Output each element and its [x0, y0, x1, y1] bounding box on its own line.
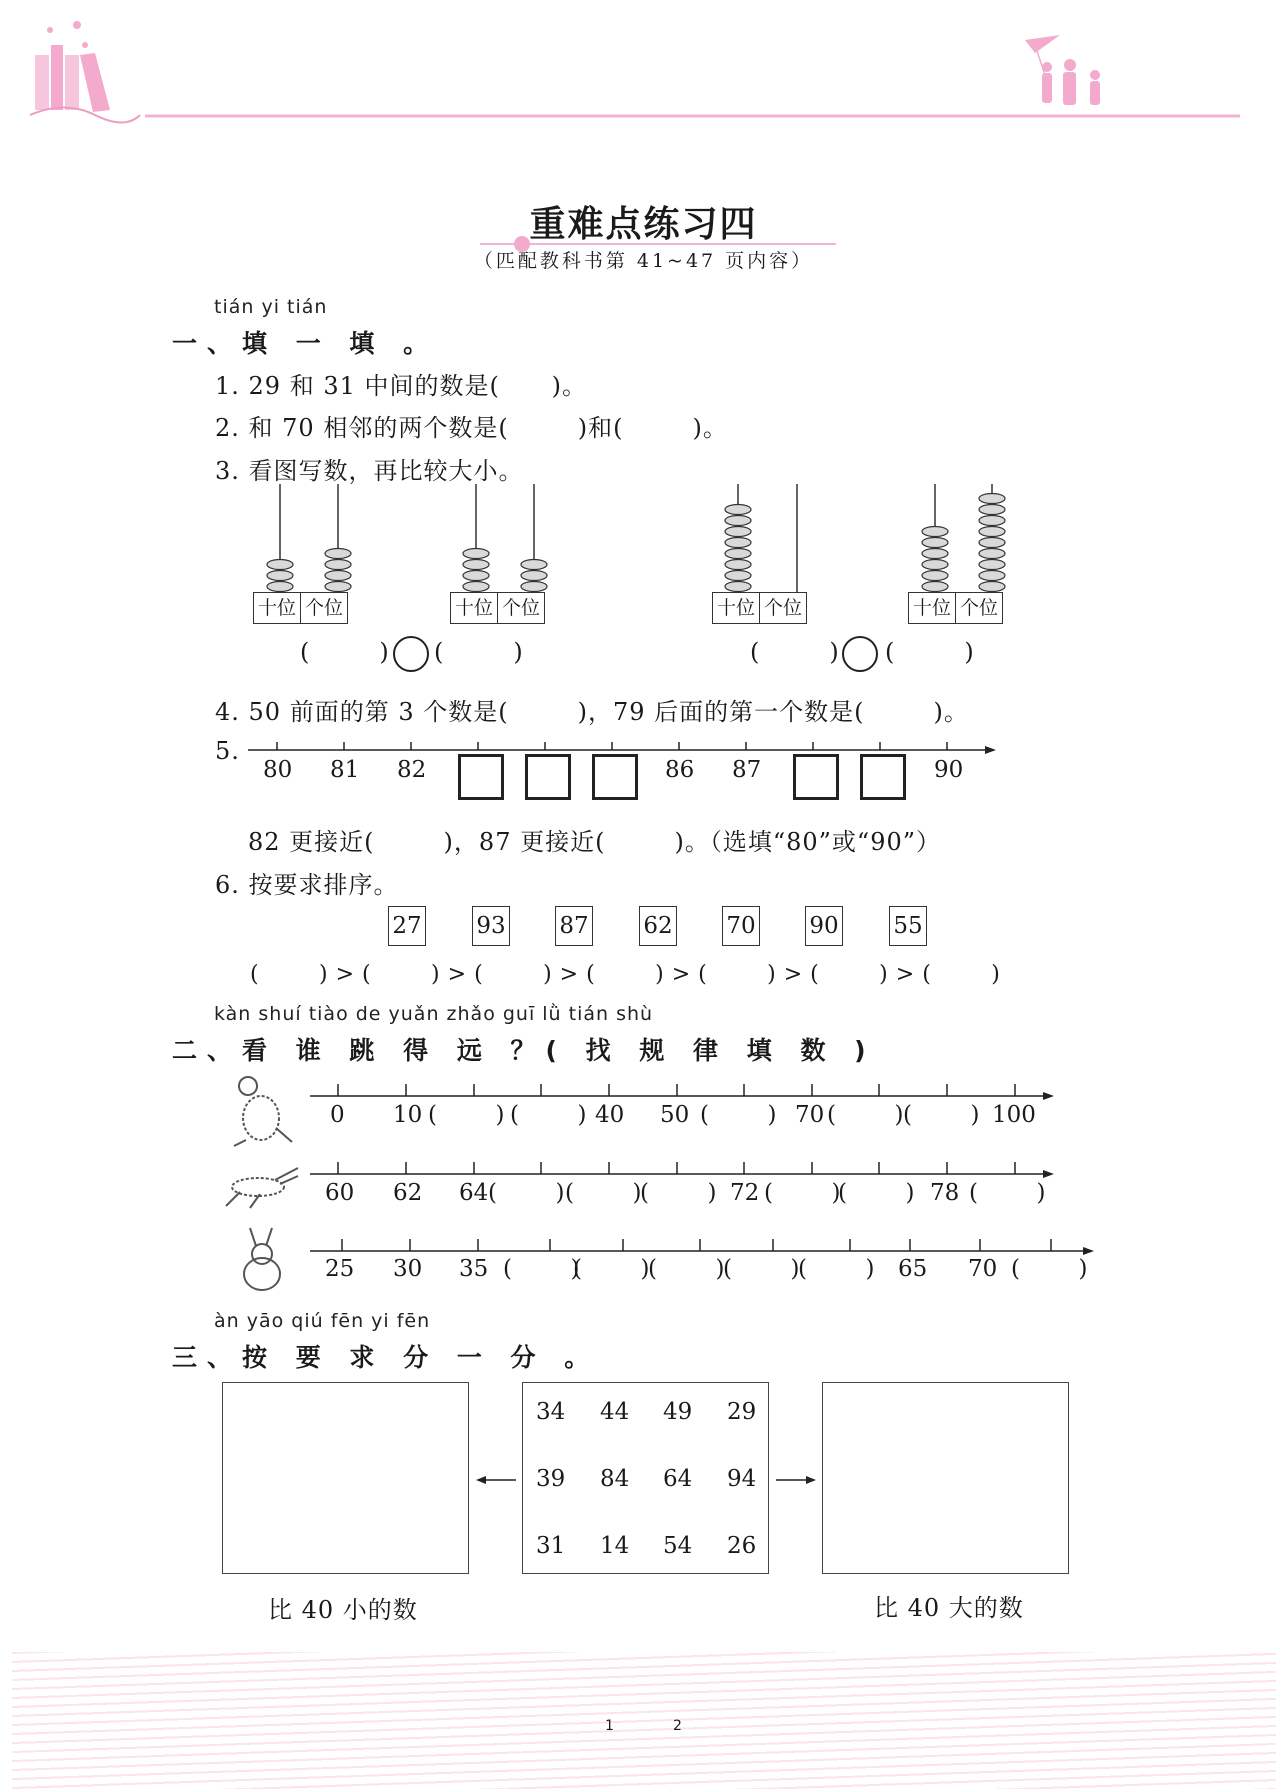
- q6-number-tile: 87: [555, 906, 593, 946]
- abacus-bead: [979, 560, 1005, 570]
- abacus-bead: [521, 571, 547, 581]
- books-icon: [30, 21, 140, 123]
- abacus-bead: [725, 560, 751, 570]
- number-grid: [522, 1382, 769, 1574]
- jump2-blank[interactable]: ( ): [969, 1180, 1046, 1206]
- jump2-blank[interactable]: ( ): [838, 1180, 915, 1206]
- q5-answer-box[interactable]: [793, 754, 839, 800]
- grid-cell: 44: [600, 1399, 630, 1425]
- page-subtitle: （匹配教科书第 41~47 页内容）: [473, 250, 814, 272]
- abacus-bead: [325, 582, 351, 592]
- question-4: 4. 50 前面的第 3 个数是( )，79 后面的第一个数是( )。: [215, 698, 969, 726]
- page-number-right: 2: [673, 1718, 682, 1734]
- abacus-bead: [979, 527, 1005, 537]
- grid-cell: 64: [663, 1466, 693, 1492]
- abacus-bead: [922, 571, 948, 581]
- compare-blank-4[interactable]: ( ): [885, 638, 975, 666]
- grid-cell: 26: [727, 1533, 757, 1559]
- jump3-blank[interactable]: ( ): [723, 1256, 800, 1282]
- jump1-value: 40: [595, 1102, 625, 1128]
- section1-pinyin: tián yi tián: [214, 296, 328, 318]
- q6-ordering-chain[interactable]: ( ) > ( ) > ( ) > ( ) > ( ) > ( ) > ( ): [250, 962, 1001, 987]
- question-5-label: 5.: [215, 737, 240, 765]
- abacus-bead: [725, 516, 751, 526]
- q5-num-86: 86: [665, 757, 695, 783]
- q5-answer-box[interactable]: [592, 754, 638, 800]
- jump1-value: 100: [992, 1102, 1036, 1128]
- compare-blank-1[interactable]: ( ): [300, 638, 390, 666]
- abacus-label-4: 十位 个位: [908, 592, 1003, 624]
- abacus-bead: [979, 549, 1005, 559]
- q6-number-tile: 90: [805, 906, 843, 946]
- question-1: 1. 29 和 31 中间的数是( )。: [215, 372, 587, 400]
- jump3-value: 25: [325, 1256, 355, 1282]
- abacus-bead: [979, 494, 1005, 504]
- q6-number-tile: 55: [889, 906, 927, 946]
- jump1-value: 0: [330, 1102, 345, 1128]
- abacus-bead: [725, 505, 751, 515]
- jump2-value: 60: [325, 1180, 355, 1206]
- grasshopper-icon: [220, 1162, 300, 1212]
- jump3-value: 70: [968, 1256, 998, 1282]
- section1-heading: 一、填 一 填 。: [172, 329, 439, 358]
- compare-circle-1[interactable]: [391, 634, 431, 674]
- abacus-bead: [325, 560, 351, 570]
- abacus-bead: [725, 549, 751, 559]
- jump2-blank[interactable]: ( ): [488, 1180, 565, 1206]
- compare-blank-2[interactable]: ( ): [434, 638, 524, 666]
- jump3-blank[interactable]: ( ): [1011, 1256, 1088, 1282]
- abacus-bead: [521, 582, 547, 592]
- jump1-blank[interactable]: ( ): [827, 1102, 904, 1128]
- rabbit-icon: [228, 1226, 294, 1296]
- abacus-bead: [979, 571, 1005, 581]
- jump3-value: 35: [459, 1256, 489, 1282]
- abacus-bead: [725, 571, 751, 581]
- abacus-bead: [463, 549, 489, 559]
- jump1-value: 10: [393, 1102, 423, 1128]
- jump1-blank[interactable]: ( ): [700, 1102, 777, 1128]
- compare-circle-2[interactable]: [840, 634, 880, 674]
- q5-num-80: 80: [263, 757, 293, 783]
- grid-cell: 39: [536, 1466, 566, 1492]
- jump3-value: 65: [898, 1256, 928, 1282]
- grid-cell: 31: [536, 1533, 566, 1559]
- abacus-bead: [979, 505, 1005, 515]
- greater-than-40-label: 比 40 大的数: [874, 1594, 1024, 1622]
- jump3-blank[interactable]: ( ): [503, 1256, 580, 1282]
- q6-number-tile: 62: [639, 906, 677, 946]
- abacus-bead: [463, 571, 489, 581]
- q5-answer-box[interactable]: [525, 754, 571, 800]
- compare-blank-3[interactable]: ( ): [750, 638, 840, 666]
- header-ornament: [25, 15, 1265, 135]
- jump1-value: 50: [660, 1102, 690, 1128]
- abacus-bead: [463, 582, 489, 592]
- abacus-bead: [922, 582, 948, 592]
- section3-heading: 三、按 要 求 分 一 分 。: [172, 1343, 600, 1372]
- abacus-bead: [922, 527, 948, 537]
- q5-answer-box[interactable]: [860, 754, 906, 800]
- jump1-value: 70: [795, 1102, 825, 1128]
- abacus-bead: [979, 538, 1005, 548]
- question-6: 6. 按要求排序。: [215, 871, 399, 899]
- abacus-bead: [521, 560, 547, 570]
- section2-heading: 二、看 谁 跳 得 远 ？( 找 规 律 填 数 ): [172, 1036, 876, 1065]
- jump2-value: 72: [730, 1180, 760, 1206]
- jump1-blank[interactable]: ( ): [510, 1102, 587, 1128]
- abacus-bead: [979, 516, 1005, 526]
- abacus-label-3: 十位 个位: [712, 592, 807, 624]
- abacus-bead: [267, 571, 293, 581]
- greater-than-40-box[interactable]: [822, 1382, 1069, 1574]
- children-kite-icon: [1025, 35, 1100, 105]
- jump3-value: 30: [393, 1256, 423, 1282]
- right-arrow-icon: [774, 1472, 818, 1488]
- q5-answer-box[interactable]: [458, 754, 504, 800]
- grid-cell: 84: [600, 1466, 630, 1492]
- abacus-bead: [325, 549, 351, 559]
- jump2-value: 62: [393, 1180, 423, 1206]
- grid-cell: 34: [536, 1399, 566, 1425]
- abacus-bead: [725, 527, 751, 537]
- abacus-bead: [267, 560, 293, 570]
- less-than-40-label: 比 40 小的数: [268, 1596, 418, 1624]
- footer-stripes: [12, 1652, 1276, 1789]
- abacus-bead: [922, 538, 948, 548]
- jump2-value: 78: [930, 1180, 960, 1206]
- abacus-bead: [463, 560, 489, 570]
- kangaroo-icon: [226, 1068, 296, 1148]
- q5-num-81: 81: [330, 757, 360, 783]
- question-3: 3. 看图写数，再比较大小。: [215, 457, 524, 485]
- q5-num-90: 90: [934, 757, 964, 783]
- jump1-blank[interactable]: ( ): [903, 1102, 980, 1128]
- q5-num-87: 87: [732, 757, 762, 783]
- jump2-value: 64: [459, 1180, 489, 1206]
- grid-cell: 29: [727, 1399, 757, 1425]
- jump2-blank[interactable]: ( ): [565, 1180, 642, 1206]
- abacus-bead: [725, 582, 751, 592]
- grid-cell: 94: [727, 1466, 757, 1492]
- abacus-bead: [922, 549, 948, 559]
- abacus-label-2: 十位 个位: [450, 592, 545, 624]
- abacus-label-1: 十位 个位: [253, 592, 348, 624]
- section3-pinyin: àn yāo qiú fēn yi fēn: [214, 1310, 431, 1332]
- jump2-blank[interactable]: ( ): [764, 1180, 841, 1206]
- abacus-bead: [979, 582, 1005, 592]
- jump3-blank[interactable]: ( ): [798, 1256, 875, 1282]
- page-number-left: 1: [605, 1718, 614, 1734]
- grid-cell: 49: [663, 1399, 693, 1425]
- less-than-40-box[interactable]: [222, 1382, 469, 1574]
- q6-number-tile: 70: [722, 906, 760, 946]
- grid-cell: 14: [600, 1533, 630, 1559]
- section2-pinyin: kàn shuí tiào de yuǎn zhǎo guī lǜ tián shù: [214, 1003, 654, 1025]
- left-arrow-icon: [474, 1472, 518, 1488]
- q5-num-82: 82: [397, 757, 427, 783]
- abacus-group: [240, 480, 1040, 600]
- jump3-blank[interactable]: ( ): [573, 1256, 650, 1282]
- abacus-bead: [325, 571, 351, 581]
- jump2-blank[interactable]: ( ): [640, 1180, 717, 1206]
- jump1-blank[interactable]: ( ): [428, 1102, 505, 1128]
- abacus-bead: [267, 582, 293, 592]
- q6-number-tile: 27: [388, 906, 426, 946]
- jump3-blank[interactable]: ( ): [648, 1256, 725, 1282]
- abacus-bead: [922, 560, 948, 570]
- q6-number-tile: 93: [472, 906, 510, 946]
- question-5-text: 82 更接近( )，87 更接近( )。（选填“80”或“90”）: [248, 828, 942, 856]
- grid-cell: 54: [663, 1533, 693, 1559]
- page-title: 重难点练习四: [529, 203, 758, 245]
- abacus-bead: [725, 538, 751, 548]
- question-2: 2. 和 70 相邻的两个数是( )和( )。: [215, 414, 728, 442]
